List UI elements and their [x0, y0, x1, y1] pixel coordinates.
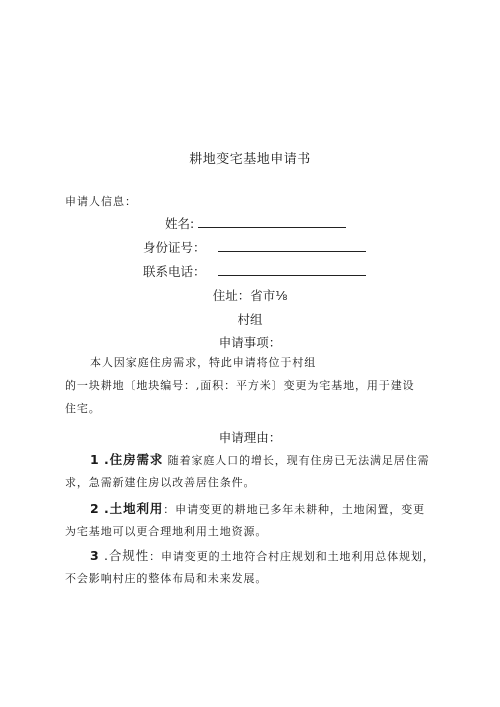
- id-number-label: 身份证号：: [143, 240, 206, 255]
- id-number-field: [143, 238, 366, 256]
- phone-field: [143, 262, 366, 280]
- reason-2-line-2: 为宅基地可以更合理地利用土地资源。: [65, 525, 268, 538]
- reason-2-text: ：申请变更的耕地已多年未耕种，土地闲置，变更: [163, 503, 426, 516]
- matter-line-1: 本人因家庭住房需求，特此申请将位于村组: [90, 356, 317, 369]
- reason-1-text: 随着家庭人口的增长，现有住房已无法满足居住需: [167, 454, 430, 467]
- reasons-heading: 申请理由：: [218, 430, 282, 445]
- document-title: 耕地变宅基地申请书: [189, 152, 311, 167]
- reason-2-line-1: [90, 497, 425, 521]
- application-matter-heading: 申请事项：: [218, 335, 282, 350]
- phone-label: 联系电话：: [143, 264, 206, 279]
- address-line: 住址：省市⅛: [212, 288, 288, 303]
- name-field: [165, 214, 346, 232]
- reason-1-number: 1: [90, 452, 100, 467]
- reason-2-number: 2: [90, 501, 100, 516]
- reason-1-label: .住房需求: [104, 452, 164, 467]
- village-line: 村组: [237, 312, 263, 327]
- reason-3-label: .合规性: [104, 548, 150, 563]
- id-number-blank-line: [218, 239, 366, 252]
- reason-3-line-1: [90, 544, 435, 568]
- reason-3-text: ：申请变更的土地符合村庄规划和土地利用总体规划，: [149, 550, 435, 563]
- applicant-info-heading: 申请人信息：: [65, 195, 137, 208]
- matter-line-2: 的一块耕地〔地块编号：,面积：平方米〕变更为宅基地，用于建设: [65, 379, 415, 392]
- reason-3-number: 3: [90, 548, 100, 563]
- reason-1-line-1: [90, 448, 429, 472]
- reason-1-line-2: 求，急需新建住房以改善居住条件。: [65, 476, 256, 489]
- phone-blank-line: [218, 263, 366, 276]
- name-blank-line: [198, 215, 346, 228]
- reason-3-line-2: 不会影响村庄的整体布局和未来发展。: [65, 572, 268, 585]
- reason-2-label: .土地利用: [104, 501, 164, 516]
- name-label: 姓名:: [165, 216, 195, 231]
- matter-line-3: 住宅。: [65, 402, 101, 415]
